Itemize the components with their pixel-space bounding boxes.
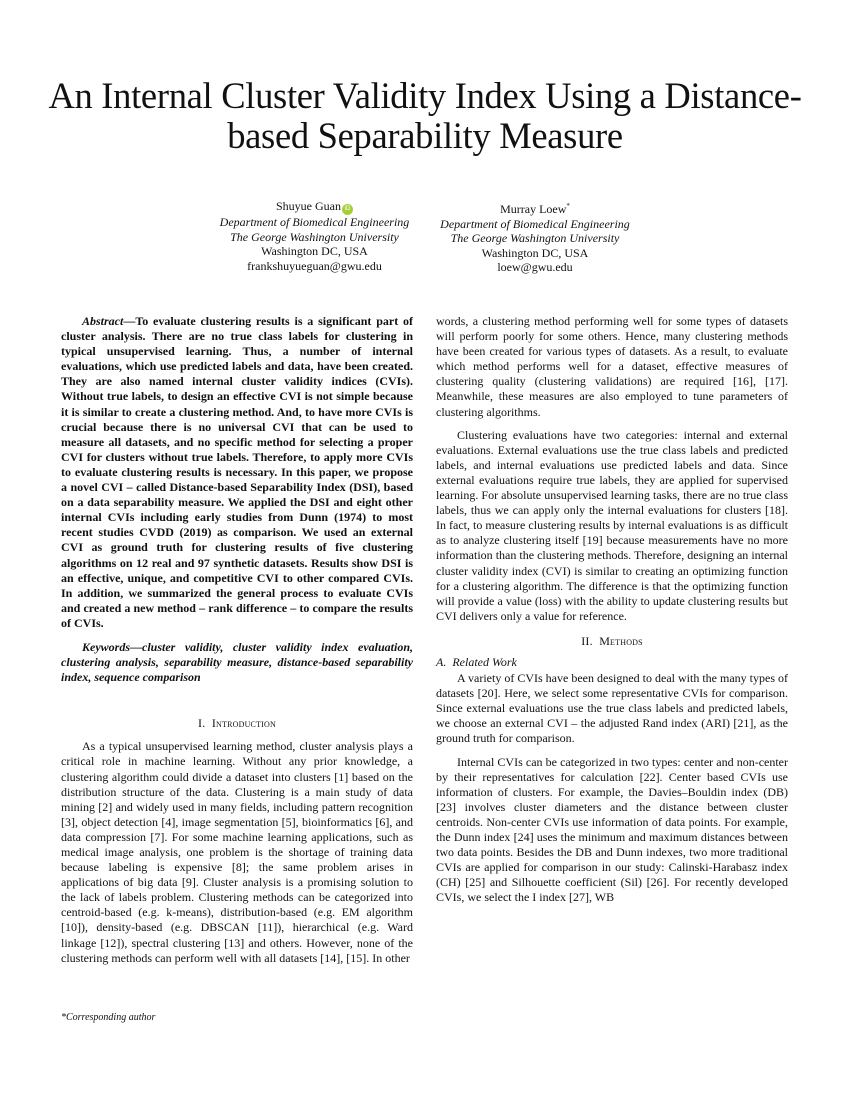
- section-title: Methods: [599, 633, 643, 648]
- left-column: [61, 314, 413, 966]
- abstract-text: —To evaluate clustering results is a significant part of cluster analysis. There are no true class labels for clustering in typical unsupervised learning. Thus, a number of internal evaluations, which use predicted labels and data, have been created. They are also named internal cluster validity indices (CVIs). Without true labels, to design an effective CVI is not simple because it is similar to create a clustering method. And, to have more CVIs is crucial because there is no universal CVI that can be used to measure all datasets, and no specific method for selecting a proper CVI for clusters without true labels. Therefore, to apply more CVIs to evaluate clustering results is necessary. In this paper, we propose a novel CVI – called Distance-based Separability Index (DSI), based on a data separability measure. We applied the DSI and eight other internal CVIs including early studies from Dunn (1974) to most recent studies CVDD (2019) as comparison. We used an external CVI as ground truth for clustering results of five clustering algorithms on 12 real and 97 synthetic datasets. Results show DSI is an effective, unique, and competitive CVI to other compared CVIs. In addition, we summarized the general process to evaluate CVIs and created a new method – rank difference – to compare the results of CVIs.: [61, 314, 413, 630]
- author-location: Washington DC, USA: [481, 245, 589, 260]
- section-number: I.: [198, 716, 206, 731]
- section-heading-methods: [436, 634, 788, 649]
- orcid-icon[interactable]: iD: [342, 204, 353, 215]
- intro-paragraph-1: As a typical unsupervised learning method, cluster analysis plays a critical role in machine learning. Without any prior knowledge, a clustering algorithm could divide a dataset into clusters [1] based on the distribution structure of the data. Clustering is a main study of data mining [2] and widely used in many fields, including pattern recognition [3], object detection [4], image segmentation [5], bioinformatics [6], and data compression [7]. For some machine learning applications, such as medical image analysis, one problem is the shortage of training data because labeling is expensive [8]; the same problem arises in applications of big data [9]. Cluster analysis is a promising solution to the lack of labels problem. Clustering methods can be categorized into centroid-based (e.g. k-means), distribution-based (e.g. EM algorithm [10]), density-based (e.g. DBSCAN [11]), hierarchical (e.g. Ward linkage [12]), spectral clustering [13] and others. However, none of the clustering methods can perform well with all datasets [14], [15]. In other: [61, 739, 413, 965]
- section-title: Introduction: [211, 716, 276, 731]
- author-email: frankshuyueguan@gwu.edu: [247, 258, 382, 273]
- author-department: Department of Biomedical Engineering: [440, 216, 630, 231]
- right-column: [436, 314, 788, 905]
- subsection-heading-related-work: [436, 655, 788, 670]
- subsection-title: Related Work: [452, 654, 517, 669]
- author-university: The George Washington University: [450, 231, 620, 246]
- abstract-lead: Abstract: [82, 314, 124, 328]
- paper-title: An Internal Cluster Validity Index Using a Distance-based Separability Measure: [48, 75, 802, 156]
- author-email: loew@gwu.edu: [497, 260, 573, 275]
- related-work-paragraph-2: Internal CVIs can be categorized in two types: center and non-center by their representatives for calculation [22]. Center based CVIs use information of clusters. For example, the Davies–Bouldin index (DB) [23] involves cluster diameters and the distance between cluster centroids. Non-center CVIs use information of data points. For example, the Dunn index [24] uses the minimum and maximum distances between two data points. Besides the DB and Dunn indexes, two more traditional CVIs are applied for comparison in our study: Calinski-Harabasz index (CH) [25] and Silhouette coefficient (Sil) [26]. For recently developed CVIs, we select the I index [27], WB: [436, 754, 788, 905]
- author-name: Shuyue Guan: [276, 199, 341, 213]
- corresponding-author-marker: *: [566, 202, 570, 210]
- author-name: Murray Loew: [500, 202, 567, 216]
- footnote-corresponding-author: *Corresponding author: [61, 1012, 156, 1023]
- keywords-lead: Keywords: [82, 639, 130, 654]
- related-work-paragraph-1: A variety of CVIs have been designed to deal with the many types of datasets [20]. Here, we select some representative CVIs for comparison. Since external evaluations use the true class labels and predicted labels, we choose an external CVI – the adjusted Rand index (ARI) [21], as the ground truth for comparison.: [436, 671, 788, 746]
- author-1: [212, 199, 417, 273]
- intro-paragraph-1-continued: words, a clustering method performing well for some types of datasets will perform poorly for some others. Hence, many clustering methods have been created for various types of datasets. As a result, to evaluate which method performs well for a dataset, effective measures of clustering quality (clustering validations) are required [16], [17]. Meanwhile, these measures are also employed to tune parameters of clustering algorithms.: [436, 314, 788, 419]
- section-heading-introduction: [61, 716, 413, 731]
- author-2: [430, 199, 640, 275]
- author-location: Washington DC, USA: [261, 244, 368, 259]
- abstract: [61, 314, 413, 631]
- intro-paragraph-2: Clustering evaluations have two categories: internal and external evaluations. External evaluations use the true class labels and predicted labels, and internal evaluations use predicted labels and data. Since external evaluations require true labels, they are applied for supervised learning. For absolute unsupervised learning tasks, there are no true class labels, thus we can apply only the internal evaluations for clusters [18]. In fact, to measure clustering results by internal evaluations is as difficult as to analyze clustering itself [19] because measurements have no more information than the clustering methods. Therefore, designing an internal cluster validity index (CVI) is similar to creating an optimizing function for a clustering algorithm. The difference is that the optimizing function will provide a value (loss) with the ability to update clustering results but CVI delivers only a value for reference.: [436, 427, 788, 623]
- keywords: [61, 640, 413, 685]
- keywords-text: —cluster validity, cluster validity index evaluation, clustering analysis, separability measure, distance-based separability index, sequence comparison: [61, 639, 413, 685]
- author-university: The George Washington University: [230, 229, 399, 244]
- subsection-label: A.: [436, 654, 447, 669]
- author-department: Department of Biomedical Engineering: [219, 215, 410, 229]
- section-number: II.: [581, 633, 593, 648]
